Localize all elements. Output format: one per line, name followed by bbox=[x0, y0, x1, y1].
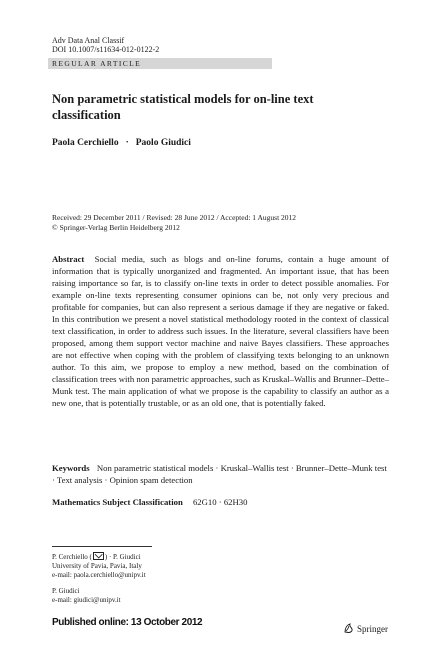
affil1-institution: University of Pavia, Pavia, Italy bbox=[52, 562, 142, 570]
msc-codes: 62G10 · 62H30 bbox=[192, 497, 248, 507]
author-separator: · bbox=[125, 138, 129, 148]
keywords-text: Non parametric statistical models · Kruskal–Wallis test · Brunner–Dette–Munk test · Text analysis · Opinion spam detection bbox=[52, 463, 387, 485]
authors bbox=[52, 138, 191, 148]
affil1-coauthor: · P. Giudici bbox=[108, 553, 141, 561]
affil2-email[interactable]: e-mail: giudici@unipv.it bbox=[52, 596, 121, 604]
msc bbox=[52, 497, 248, 507]
affil1-email[interactable]: e-mail: paola.cerchiello@unipv.it bbox=[52, 571, 146, 579]
springer-logo bbox=[343, 623, 388, 634]
author-2: Paolo Giudici bbox=[135, 138, 191, 148]
publisher-name: Springer bbox=[357, 623, 388, 634]
footnote-rule bbox=[52, 546, 152, 547]
affiliation-1: P. Cerchiello ( ) · P. Giudici University of Pavia, Pavia, Italy e-mail: paola.cerchiello@unipv.it bbox=[52, 553, 146, 579]
keywords-label: Keywords bbox=[52, 463, 90, 473]
paper-title: Non parametric statistical models for on-line text classification bbox=[52, 92, 314, 122]
doi[interactable]: DOI 10.1007/s11634-012-0122-2 bbox=[52, 45, 160, 54]
keywords bbox=[52, 462, 389, 486]
article-type: REGULAR ARTICLE bbox=[52, 59, 142, 68]
article-history bbox=[52, 213, 296, 233]
history-dates: Received: 29 December 2011 / Revised: 28 June 2012 / Accepted: 1 August 2012 bbox=[52, 213, 297, 222]
affil2-author: P. Giudici bbox=[52, 587, 80, 595]
author-1: Paola Cerchiello bbox=[52, 138, 119, 148]
affil1-author: P. Cerchiello bbox=[52, 553, 88, 561]
springer-logo-icon bbox=[343, 623, 354, 634]
msc-label: Mathematics Subject Classification bbox=[52, 497, 183, 507]
abstract-text: Social media, such as blogs and on-line forums, contain a huge amount of information that is typically unorganized and fragmented. An important issue, that has been raising importance so far, is to classify on-line texts in order to detect possible anomalies. For example on-line texts representing consumer opinions can be, not only very precious and profitable for companies, but can also represent a serious damage if they are negative or faked. In this contribution we present a novel statistical methodology rooted in the context of classical text classification, in order to address such issues. In the literature, several classifiers have been proposed, among them support vector machine and naive Bayes classifiers. These approaches are not effective when coping with the problem of classifying texts belonging to an unknown author. To this aim, we propose to employ a new method, based on the combination of classification trees with non parametric approaches, such as Kruskal–Wallis and Brunner–Dette–Munk test. The main application of what we propose is the capability to classify an author as a new one, that is potentially trustable, or as an old one, that is potentially faked. bbox=[52, 254, 389, 408]
article-type-band bbox=[48, 58, 272, 69]
published-online: Published online: 13 October 2012 bbox=[52, 617, 203, 628]
mail-icon[interactable] bbox=[93, 552, 104, 560]
affiliation-2 bbox=[52, 587, 121, 605]
journal-name: Adv Data Anal Classif bbox=[52, 36, 125, 45]
copyright: © Springer-Verlag Berlin Heidelberg 2012 bbox=[52, 223, 180, 232]
abstract-label: Abstract bbox=[52, 254, 85, 264]
abstract bbox=[52, 253, 389, 409]
